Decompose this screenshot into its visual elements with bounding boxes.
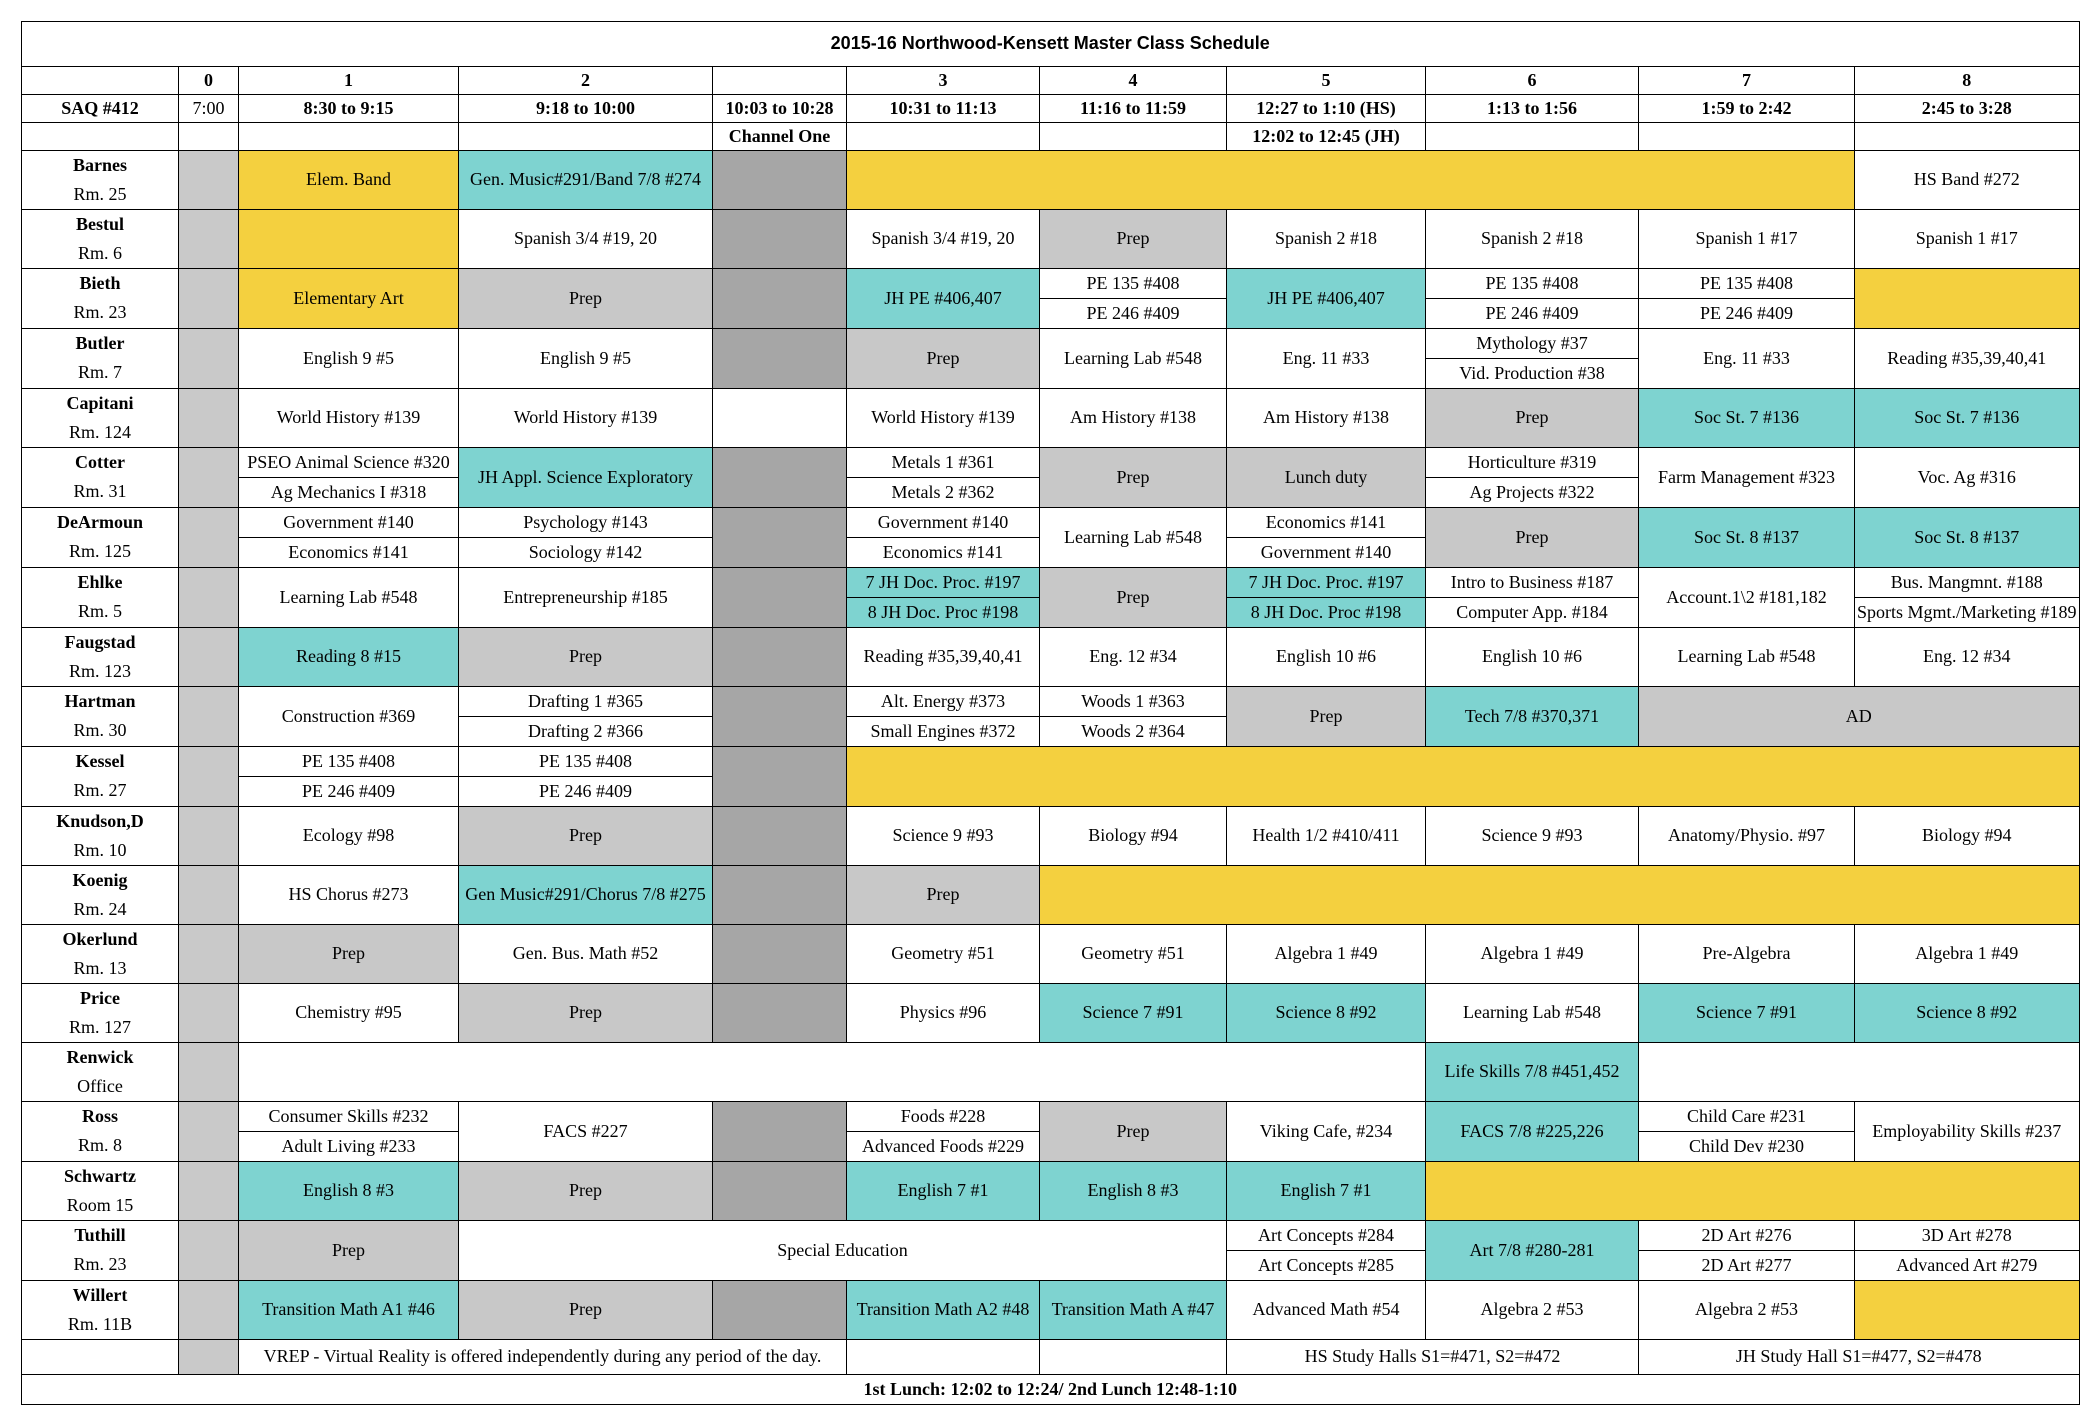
class-cell: English 8 #3 [239, 1162, 459, 1221]
class-cell: Small Engines #372 [847, 717, 1040, 747]
open-block [1855, 269, 2080, 329]
open-block [1639, 1043, 2080, 1102]
class-cell: Learning Lab #548 [1639, 628, 1855, 687]
class-cell: JH Appl. Science Exploratory [459, 448, 713, 508]
class-cell: Metals 2 #362 [847, 478, 1040, 508]
class-cell: PE 246 #409 [239, 777, 459, 807]
class-cell: Farm Management #323 [1639, 448, 1855, 508]
channel-one-cell [713, 568, 847, 628]
class-cell: Transition Math A1 #46 [239, 1281, 459, 1340]
class-cell: World History #139 [239, 389, 459, 448]
class-cell: PE 135 #408 [239, 747, 459, 777]
class-cell: Art Concepts #285 [1227, 1251, 1426, 1281]
teacher-room: Rm. 30 [22, 717, 179, 747]
class-cell: Ecology #98 [239, 807, 459, 866]
class-cell: Spanish 2 #18 [1227, 210, 1426, 269]
prep-cell: Prep [459, 984, 713, 1043]
room-label: SAQ #412 [22, 95, 179, 123]
class-cell: Learning Lab #548 [1040, 508, 1227, 568]
teacher-room: Rm. 124 [22, 418, 179, 448]
class-cell: Government #140 [847, 508, 1040, 538]
class-cell: Consumer Skills #232 [239, 1102, 459, 1132]
teacher-name: Bieth [22, 269, 179, 299]
class-cell: Bus. Mangmnt. #188 [1855, 568, 2080, 598]
class-cell: Reading #35,39,40,41 [847, 628, 1040, 687]
prep-cell: Prep [459, 1281, 713, 1340]
channel-one-cell [713, 329, 847, 389]
class-cell: Government #140 [239, 508, 459, 538]
teacher-room: Rm. 31 [22, 478, 179, 508]
teacher-name: DeArmoun [22, 508, 179, 538]
class-cell: Lunch duty [1227, 448, 1426, 508]
class-cell: Advanced Foods #229 [847, 1132, 1040, 1162]
class-cell: Geometry #51 [1040, 925, 1227, 984]
channel-one-cell [713, 747, 847, 807]
class-cell: Am History #138 [1227, 389, 1426, 448]
teacher-name: Schwartz [22, 1162, 179, 1192]
class-cell: Ag Projects #322 [1426, 478, 1639, 508]
class-cell: HS Band #272 [1855, 151, 2080, 210]
open-block [239, 1043, 1426, 1102]
period-0-header: 0 [179, 67, 239, 95]
class-cell: PE 135 #408 [1639, 269, 1855, 299]
class-cell: Science 7 #91 [1040, 984, 1227, 1043]
channel-one-cell [713, 925, 847, 984]
channel-one-cell [713, 807, 847, 866]
teacher-room: Rm. 24 [22, 895, 179, 925]
teacher-name: Kessel [22, 747, 179, 777]
prep-cell: Prep [1040, 210, 1227, 269]
teacher-room: Rm. 127 [22, 1013, 179, 1043]
class-cell: Biology #94 [1855, 807, 2080, 866]
teacher-name: Knudson,D [22, 807, 179, 837]
vrep-note: VREP - Virtual Reality is offered independently during any period of the day. [239, 1340, 847, 1375]
time-channel: 10:03 to 10:28 [713, 95, 847, 123]
teacher-room: Rm. 6 [22, 239, 179, 269]
class-cell: English 9 #5 [239, 329, 459, 389]
class-cell: Economics #141 [239, 538, 459, 568]
teacher-room: Rm. 123 [22, 657, 179, 687]
class-cell: Spanish 1 #17 [1855, 210, 2080, 269]
class-cell: 7 JH Doc. Proc. #197 [1227, 568, 1426, 598]
class-cell: Gen. Bus. Math #52 [459, 925, 713, 984]
jh-time-label: 12:02 to 12:45 (JH) [1227, 123, 1426, 151]
teacher-name: Willert [22, 1281, 179, 1311]
class-cell: English 10 #6 [1227, 628, 1426, 687]
prep-cell: Prep [459, 1162, 713, 1221]
teacher-name: Ehlke [22, 568, 179, 598]
class-cell: Science 8 #92 [1227, 984, 1426, 1043]
class-cell: English 7 #1 [1227, 1162, 1426, 1221]
class-cell: Ag Mechanics I #318 [239, 478, 459, 508]
time-p1: 8:30 to 9:15 [239, 95, 459, 123]
teacher-name: Butler [22, 329, 179, 359]
class-cell: English 9 #5 [459, 329, 713, 389]
prep-cell: Prep [459, 269, 713, 329]
teacher-name: Hartman [22, 687, 179, 717]
class-cell: JH PE #406,407 [847, 269, 1040, 329]
channel-one-cell [713, 1281, 847, 1340]
period-5-header: 5 [1227, 67, 1426, 95]
prep-cell: Prep [847, 329, 1040, 389]
class-cell: PSEO Animal Science #320 [239, 448, 459, 478]
time-p7: 1:59 to 2:42 [1639, 95, 1855, 123]
class-cell: Art 7/8 #280-281 [1426, 1221, 1639, 1281]
teacher-room: Rm. 11B [22, 1310, 179, 1340]
channel-one-cell [713, 687, 847, 747]
open-block [847, 747, 2080, 807]
teacher-name: Koenig [22, 866, 179, 896]
class-cell: 8 JH Doc. Proc #198 [847, 598, 1040, 628]
prep-cell: Prep [239, 925, 459, 984]
class-cell: Voc. Ag #316 [1855, 448, 2080, 508]
class-cell: Algebra 1 #49 [1855, 925, 2080, 984]
teacher-room: Rm. 25 [22, 180, 179, 210]
teacher-room: Rm. 125 [22, 538, 179, 568]
class-cell: Intro to Business #187 [1426, 568, 1639, 598]
teacher-room: Rm. 13 [22, 954, 179, 984]
class-cell: Biology #94 [1040, 807, 1227, 866]
class-cell: Reading 8 #15 [239, 628, 459, 687]
class-cell: Transition Math A #47 [1040, 1281, 1227, 1340]
class-cell: Science 9 #93 [1426, 807, 1639, 866]
class-cell: Woods 1 #363 [1040, 687, 1227, 717]
class-cell: Spanish 3/4 #19, 20 [847, 210, 1040, 269]
class-cell: Entrepreneurship #185 [459, 568, 713, 628]
prep-cell: Prep [1040, 448, 1227, 508]
class-cell: Economics #141 [847, 538, 1040, 568]
master-schedule-table [21, 21, 2080, 1405]
channel-one-cell [713, 1162, 847, 1221]
teacher-name: Renwick [22, 1043, 179, 1073]
class-cell: 2D Art #277 [1639, 1251, 1855, 1281]
class-cell: Elementary Art [239, 269, 459, 329]
class-cell: Geometry #51 [847, 925, 1040, 984]
teacher-name: Cotter [22, 448, 179, 478]
channel-one-cell [713, 151, 847, 210]
teacher-name: Ross [22, 1102, 179, 1132]
teacher-room: Rm. 7 [22, 359, 179, 389]
class-cell: Learning Lab #548 [1040, 329, 1227, 389]
class-cell: Mythology #37 [1426, 329, 1639, 359]
prep-cell: Prep [459, 807, 713, 866]
class-cell: World History #139 [459, 389, 713, 448]
class-cell: Horticulture #319 [1426, 448, 1639, 478]
channel-one-cell [713, 448, 847, 508]
period-7-header: 7 [1639, 67, 1855, 95]
class-cell: 3D Art #278 [1855, 1221, 2080, 1251]
prep-cell: Prep [239, 1221, 459, 1281]
schedule-container [21, 21, 2080, 1405]
class-cell: Physics #96 [847, 984, 1040, 1043]
class-cell: Spanish 2 #18 [1426, 210, 1639, 269]
channel-one-cell [713, 866, 847, 925]
teacher-room: Rm. 8 [22, 1132, 179, 1162]
class-cell: Eng. 11 #33 [1639, 329, 1855, 389]
class-cell: Algebra 2 #53 [1639, 1281, 1855, 1340]
class-cell: PE 246 #409 [1639, 299, 1855, 329]
class-cell: FACS 7/8 #225,226 [1426, 1102, 1639, 1162]
period-2-header: 2 [459, 67, 713, 95]
class-cell: PE 135 #408 [459, 747, 713, 777]
class-cell: Soc St. 8 #137 [1855, 508, 2080, 568]
time-p4: 11:16 to 11:59 [1040, 95, 1227, 123]
class-cell: English 10 #6 [1426, 628, 1639, 687]
teacher-name: Tuthill [22, 1221, 179, 1251]
class-cell: Special Education [459, 1221, 1227, 1281]
time-p2: 9:18 to 10:00 [459, 95, 713, 123]
teacher-room: Rm. 5 [22, 598, 179, 628]
class-cell: 7 JH Doc. Proc. #197 [847, 568, 1040, 598]
prep-cell: Prep [1227, 687, 1426, 747]
class-cell: Account.1\2 #181,182 [1639, 568, 1855, 628]
time-p6: 1:13 to 1:56 [1426, 95, 1639, 123]
prep-cell: Prep [459, 628, 713, 687]
class-cell: Gen Music#291/Chorus 7/8 #275 [459, 866, 713, 925]
class-cell: Viking Cafe, #234 [1227, 1102, 1426, 1162]
channel-header-blank [713, 67, 847, 95]
class-cell: Gen. Music#291/Band 7/8 #274 [459, 151, 713, 210]
prep-cell: Prep [1040, 568, 1227, 628]
jh-study-hall: JH Study Hall S1=#477, S2=#478 [1639, 1340, 2080, 1375]
class-cell: Vid. Production #38 [1426, 359, 1639, 389]
page-title: 2015-16 Northwood-Kensett Master Class Schedule [22, 22, 2080, 67]
teacher-name: Faugstad [22, 628, 179, 658]
class-cell: Algebra 2 #53 [1426, 1281, 1639, 1340]
class-cell: Sociology #142 [459, 538, 713, 568]
lunch-times: 1st Lunch: 12:02 to 12:24/ 2nd Lunch 12:48-1:10 [22, 1375, 2080, 1405]
class-cell: Adult Living #233 [239, 1132, 459, 1162]
class-cell: Health 1/2 #410/411 [1227, 807, 1426, 866]
corner-cell [22, 67, 179, 95]
teacher-room: Rm. 23 [22, 1251, 179, 1281]
open-block [239, 210, 459, 269]
class-cell: English 7 #1 [847, 1162, 1040, 1221]
class-cell: Alt. Energy #373 [847, 687, 1040, 717]
class-cell: Life Skills 7/8 #451,452 [1426, 1043, 1639, 1102]
class-cell: Government #140 [1227, 538, 1426, 568]
teacher-room: Office [22, 1072, 179, 1102]
class-cell: Transition Math A2 #48 [847, 1281, 1040, 1340]
channel-one-cell [713, 984, 847, 1043]
class-cell: 2D Art #276 [1639, 1221, 1855, 1251]
time-p8: 2:45 to 3:28 [1855, 95, 2080, 123]
class-cell: Construction #369 [239, 687, 459, 747]
class-cell: Am History #138 [1040, 389, 1227, 448]
period-1-header: 1 [239, 67, 459, 95]
teacher-name: Bestul [22, 210, 179, 240]
class-cell: PE 246 #409 [1426, 299, 1639, 329]
open-block [1855, 1281, 2080, 1340]
class-cell: Soc St. 7 #136 [1855, 389, 2080, 448]
class-cell: Drafting 1 #365 [459, 687, 713, 717]
channel-one-cell [713, 628, 847, 687]
teacher-name: Capitani [22, 389, 179, 419]
class-cell: Child Dev #230 [1639, 1132, 1855, 1162]
class-cell: Chemistry #95 [239, 984, 459, 1043]
class-cell: Soc St. 8 #137 [1639, 508, 1855, 568]
class-cell: PE 135 #408 [1426, 269, 1639, 299]
period-3-header: 3 [847, 67, 1040, 95]
class-cell: Child Care #231 [1639, 1102, 1855, 1132]
teacher-room: Rm. 27 [22, 777, 179, 807]
class-cell: 8 JH Doc. Proc #198 [1227, 598, 1426, 628]
class-cell: Pre-Algebra [1639, 925, 1855, 984]
period-6-header: 6 [1426, 67, 1639, 95]
class-cell: World History #139 [847, 389, 1040, 448]
period-8-header: 8 [1855, 67, 2080, 95]
class-cell: Eng. 12 #34 [1040, 628, 1227, 687]
class-cell: Algebra 1 #49 [1426, 925, 1639, 984]
class-cell: Elem. Band [239, 151, 459, 210]
time-p0: 7:00 [179, 95, 239, 123]
class-cell: Computer App. #184 [1426, 598, 1639, 628]
class-cell: Eng. 11 #33 [1227, 329, 1426, 389]
class-cell: Advanced Math #54 [1227, 1281, 1426, 1340]
class-cell: Science 7 #91 [1639, 984, 1855, 1043]
prep-cell: Prep [1040, 1102, 1227, 1162]
class-cell: Metals 1 #361 [847, 448, 1040, 478]
class-cell: Science 9 #93 [847, 807, 1040, 866]
teacher-room: Rm. 10 [22, 836, 179, 866]
class-cell: JH PE #406,407 [1227, 269, 1426, 329]
teacher-name: Barnes [22, 151, 179, 181]
channel-one-cell [713, 1102, 847, 1162]
class-cell: Eng. 12 #34 [1855, 628, 2080, 687]
time-p5: 12:27 to 1:10 (HS) [1227, 95, 1426, 123]
class-cell: AD [1639, 687, 2080, 747]
class-cell: Algebra 1 #49 [1227, 925, 1426, 984]
class-cell: Spanish 3/4 #19, 20 [459, 210, 713, 269]
channel-one-cell [713, 269, 847, 329]
class-cell: PE 246 #409 [459, 777, 713, 807]
open-block [1426, 1162, 2080, 1221]
channel-one-cell [713, 389, 847, 448]
open-block [847, 151, 1855, 210]
class-cell: Soc St. 7 #136 [1639, 389, 1855, 448]
prep-cell: Prep [847, 866, 1040, 925]
prep-cell: Prep [1426, 508, 1639, 568]
class-cell: Spanish 1 #17 [1639, 210, 1855, 269]
class-cell: PE 246 #409 [1040, 299, 1227, 329]
teacher-room: Rm. 23 [22, 299, 179, 329]
class-cell: Advanced Art #279 [1855, 1251, 2080, 1281]
hs-study-halls: HS Study Halls S1=#471, S2=#472 [1227, 1340, 1639, 1375]
class-cell: Science 8 #92 [1855, 984, 2080, 1043]
teacher-room: Room 15 [22, 1191, 179, 1221]
class-cell: PE 135 #408 [1040, 269, 1227, 299]
class-cell: HS Chorus #273 [239, 866, 459, 925]
class-cell: English 8 #3 [1040, 1162, 1227, 1221]
teacher-name: Price [22, 984, 179, 1014]
period-4-header: 4 [1040, 67, 1227, 95]
class-cell: Employability Skills #237 [1855, 1102, 2080, 1162]
channel-one-cell [713, 508, 847, 568]
class-cell: Reading #35,39,40,41 [1855, 329, 2080, 389]
class-cell: Anatomy/Physio. #97 [1639, 807, 1855, 866]
class-cell: Economics #141 [1227, 508, 1426, 538]
open-block [1040, 866, 2080, 925]
time-p3: 10:31 to 11:13 [847, 95, 1040, 123]
class-cell: Learning Lab #548 [1426, 984, 1639, 1043]
class-cell: Learning Lab #548 [239, 568, 459, 628]
prep-cell: Prep [1426, 389, 1639, 448]
class-cell: FACS #227 [459, 1102, 713, 1162]
class-cell: Psychology #143 [459, 508, 713, 538]
class-cell: Tech 7/8 #370,371 [1426, 687, 1639, 747]
class-cell: Drafting 2 #366 [459, 717, 713, 747]
teacher-name: Okerlund [22, 925, 179, 955]
class-cell: Sports Mgmt./Marketing #189 [1855, 598, 2080, 628]
class-cell: Foods #228 [847, 1102, 1040, 1132]
class-cell: Woods 2 #364 [1040, 717, 1227, 747]
channel-one-label: Channel One [713, 123, 847, 151]
channel-one-cell [713, 210, 847, 269]
class-cell: Art Concepts #284 [1227, 1221, 1426, 1251]
